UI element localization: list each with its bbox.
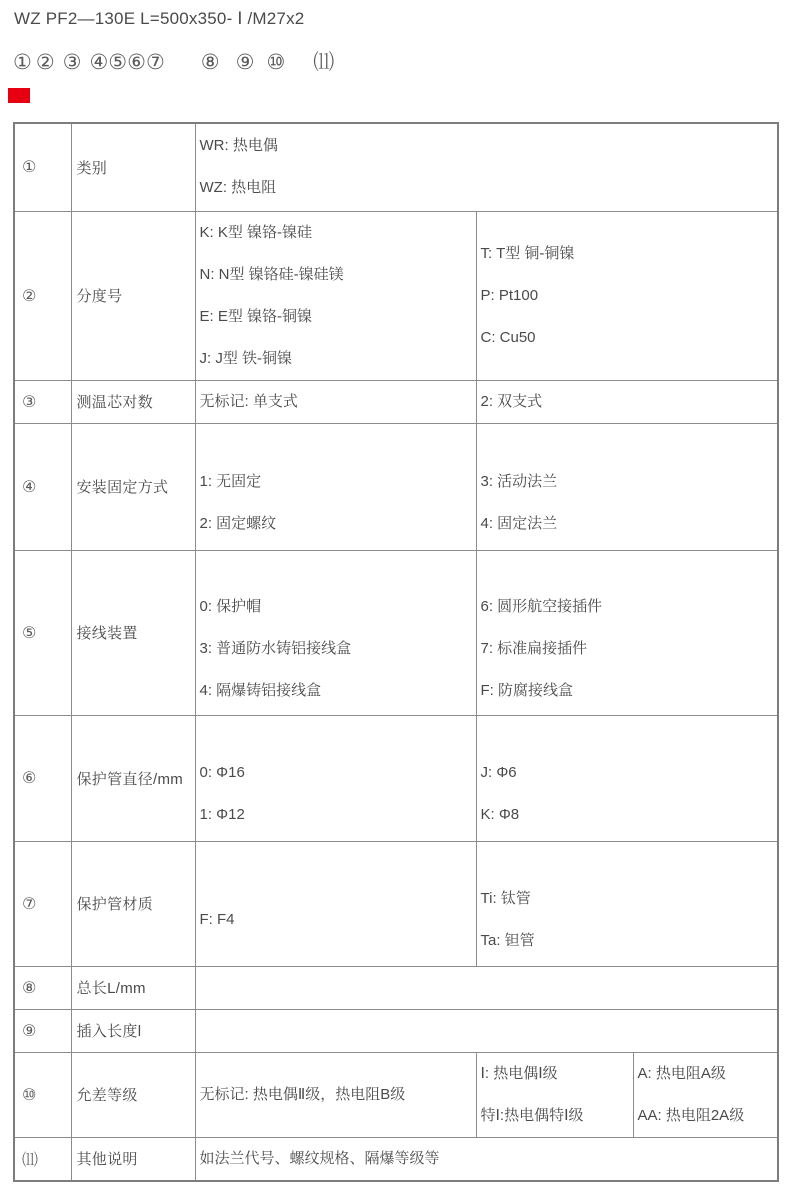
option-line: Ti: 钛管 (480, 889, 531, 907)
row-number: ⑦ (14, 841, 71, 966)
model-code-text: WZ PF2—130E L=500x350- Ⅰ /M27x2 (14, 9, 305, 28)
row-label: 保护管材质 (71, 841, 195, 966)
option-line: F: 防腐接线盒 (480, 681, 573, 699)
option-cell (476, 550, 778, 715)
red-marker (8, 88, 30, 103)
row-label: 允差等级 (71, 1052, 195, 1137)
option-line: 6: 圆形航空接插件 (480, 597, 603, 615)
row-number: ① (14, 123, 71, 211)
option-cell (195, 715, 476, 841)
marker-6: ⑨ (235, 51, 255, 74)
row-number: ⑨ (14, 1009, 71, 1052)
option-cell (476, 380, 778, 423)
option-cell (195, 123, 778, 211)
option-line: 4: 固定法兰 (480, 514, 558, 532)
row-label: 保护管直径/mm (71, 715, 195, 841)
row-number: ④ (14, 423, 71, 550)
option-cell (195, 966, 778, 1009)
spec-table (13, 122, 779, 1182)
option-cell (476, 423, 778, 550)
row-number: ⑩ (14, 1052, 71, 1137)
option-line: 特Ⅰ:热电偶特Ⅰ级 (480, 1106, 584, 1124)
option-line: WZ: 热电阻 (199, 179, 277, 197)
option-cell (195, 1052, 476, 1137)
marker-1: ① (13, 51, 32, 74)
option-line: 4: 隔爆铸铝接线盒 (199, 681, 322, 699)
row-number: ⑾ (14, 1137, 71, 1181)
marker-5: ⑧ (200, 51, 220, 74)
option-cell (476, 715, 778, 841)
option-line: Ta: 钽管 (480, 931, 535, 949)
table-row (14, 715, 778, 841)
option-line: A: 热电阻A级 (637, 1064, 726, 1082)
marker-8: ⑾ (313, 51, 335, 74)
option-line: F: F4 (199, 910, 235, 928)
row-label: 类别 (71, 123, 195, 211)
table-row (14, 1009, 778, 1052)
table-row (14, 380, 778, 423)
option-line: 无标记: 单支式 (199, 392, 298, 410)
marker-7: ⑩ (266, 51, 286, 74)
option-line: Ⅰ: 热电偶Ⅰ级 (480, 1064, 558, 1082)
table-row (14, 1137, 778, 1181)
row-number: ⑥ (14, 715, 71, 841)
option-cell (476, 211, 778, 380)
option-line: J: Φ6 (480, 764, 517, 781)
option-line: 3: 普通防水铸铝接线盒 (199, 639, 352, 657)
option-cell (195, 1009, 778, 1052)
option-line: WR: 热电偶 (199, 137, 278, 155)
row-label: 分度号 (71, 211, 195, 380)
row-label: 插入长度l (71, 1009, 195, 1052)
marker-2: ② (35, 51, 55, 74)
table-row (14, 423, 778, 550)
option-line: T: T型 铜-铜镍 (480, 244, 575, 262)
table-row (14, 841, 778, 966)
marker-3: ③ (62, 51, 82, 74)
row-label: 测温芯对数 (71, 380, 195, 423)
row-label: 接线装置 (71, 550, 195, 715)
option-line: J: J型 铁-铜镍 (199, 349, 292, 367)
spec-table-body (14, 123, 778, 1181)
table-row (14, 550, 778, 715)
table-row (14, 123, 778, 211)
option-line: 2: 固定螺纹 (199, 514, 277, 532)
option-cell (476, 841, 778, 966)
option-cell (476, 1052, 633, 1137)
row-label: 安装固定方式 (71, 423, 195, 550)
table-row (14, 966, 778, 1009)
row-number: ② (14, 211, 71, 380)
option-line: 1: Φ12 (199, 806, 245, 823)
marker-4: ④⑤⑥⑦ (89, 51, 165, 74)
option-cell (195, 841, 476, 966)
option-line: K: Φ8 (480, 806, 520, 823)
option-cell (195, 550, 476, 715)
option-line: 0: 保护帽 (199, 597, 262, 615)
option-line: 7: 标准扁接插件 (480, 639, 588, 657)
option-cell (195, 211, 476, 380)
option-cell (195, 1137, 778, 1181)
option-line: 2: 双支式 (480, 392, 543, 410)
option-line: N: N型 镍铬硅-镍硅镁 (199, 265, 344, 283)
table-row (14, 211, 778, 380)
row-label: 总长L/mm (71, 966, 195, 1009)
option-line: E: E型 镍铬-铜镍 (199, 307, 313, 325)
option-line: 3: 活动法兰 (480, 472, 558, 490)
row-label: 其他说明 (71, 1137, 195, 1181)
position-markers (13, 50, 334, 76)
row-number: ⑧ (14, 966, 71, 1009)
row-number: ⑤ (14, 550, 71, 715)
option-line: AA: 热电阻2A级 (637, 1106, 745, 1124)
option-cell (633, 1052, 778, 1137)
option-line: 无标记: 热电偶Ⅱ级，热电阻B级 (199, 1085, 406, 1103)
option-line: 1: 无固定 (199, 472, 262, 490)
option-line: P: Pt100 (480, 286, 539, 304)
table-row (14, 1052, 778, 1137)
row-number: ③ (14, 380, 71, 423)
option-cell (195, 423, 476, 550)
option-line: 如法兰代号、螺纹规格、隔爆等级等 (199, 1149, 440, 1167)
option-line: 0: Φ16 (199, 764, 245, 781)
option-line: C: Cu50 (480, 328, 536, 346)
option-cell (195, 380, 476, 423)
option-line: K: K型 镍铬-镍硅 (199, 223, 313, 241)
